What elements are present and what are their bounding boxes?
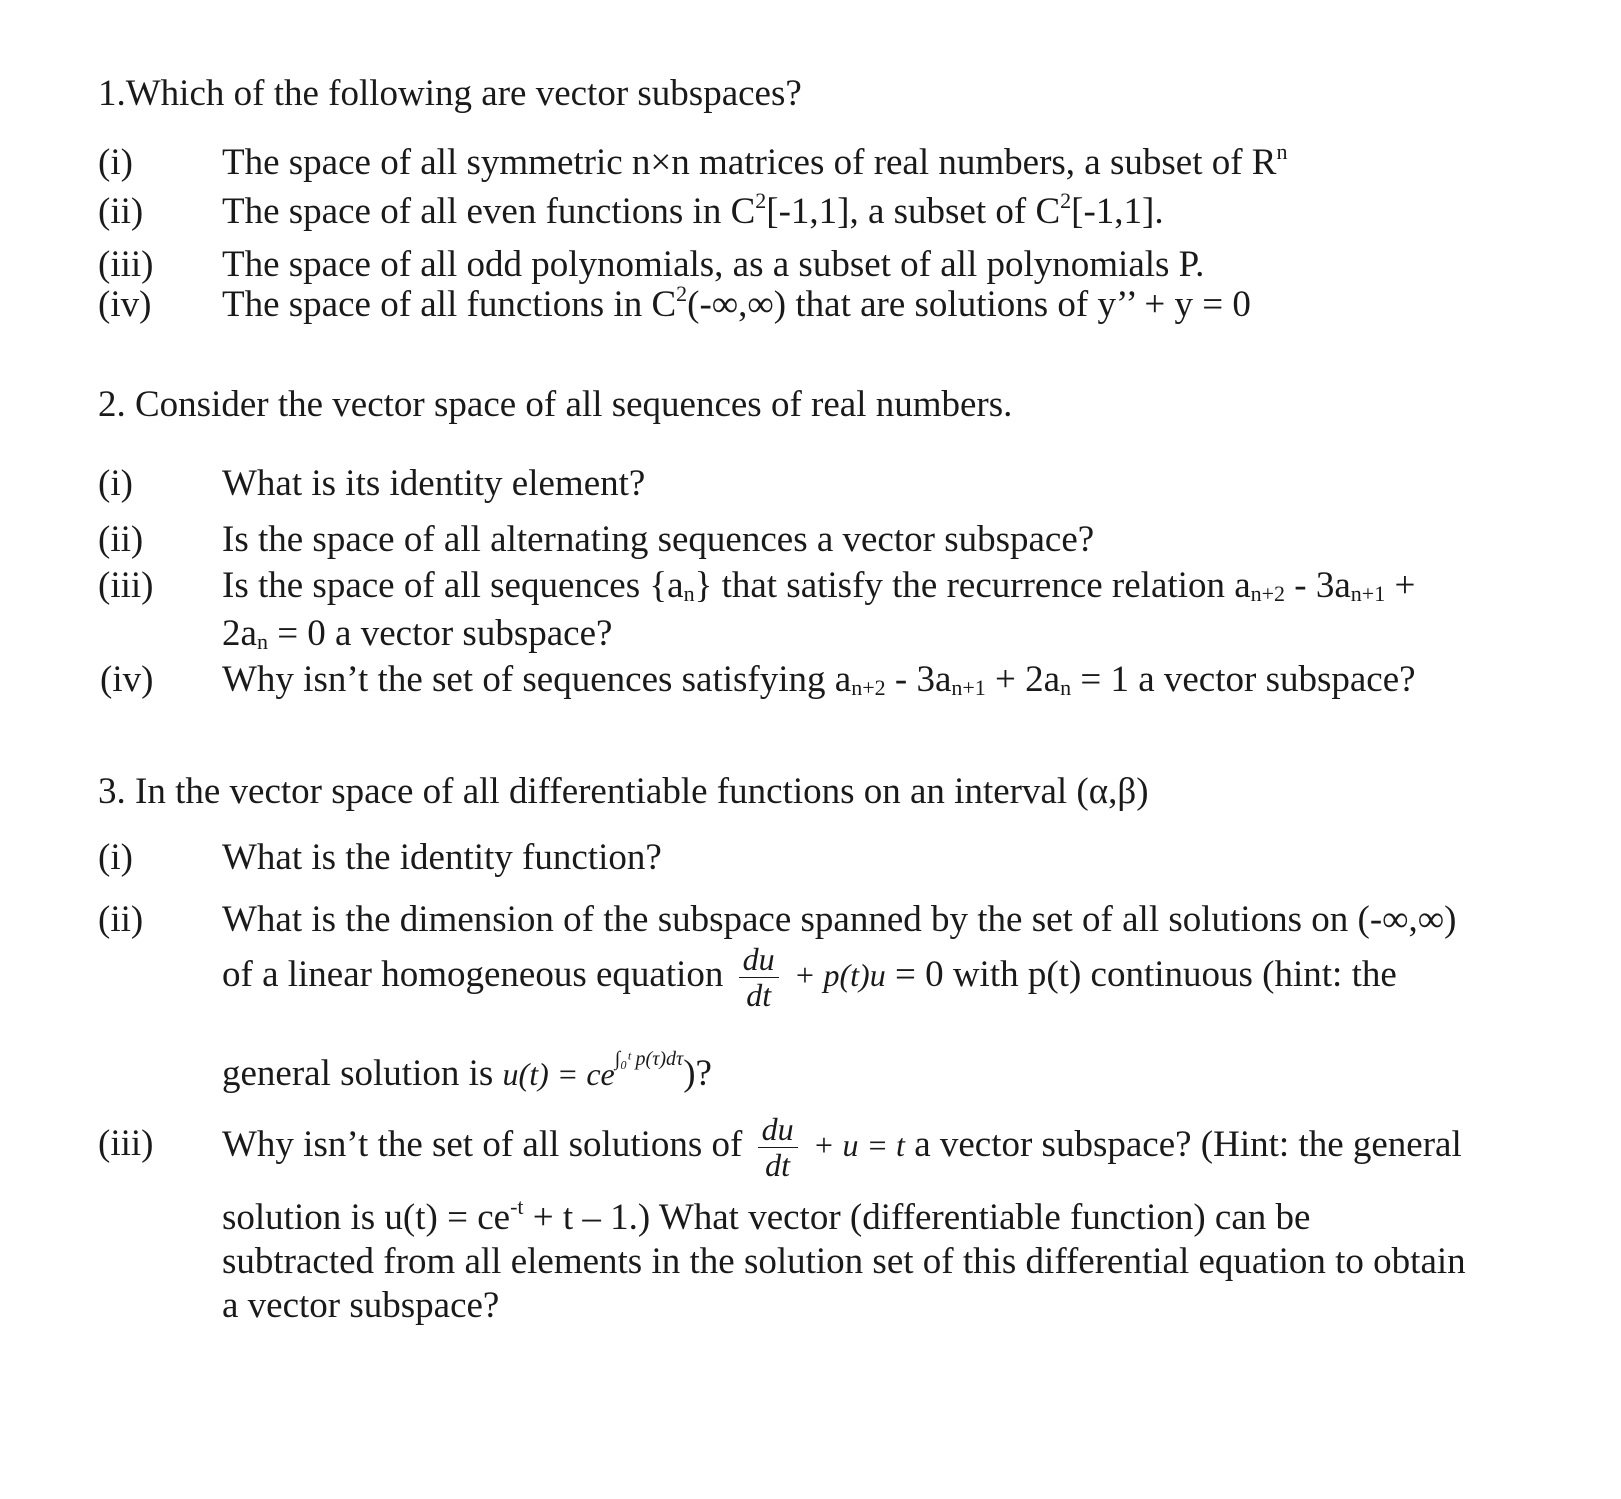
- q3-item-label: (ii): [98, 899, 144, 940]
- question-3-heading: 3. In the vector space of all differentiable functions on an interval (α,β): [98, 771, 1149, 812]
- q2-item-text-continued: $2a_n = 0$ a vector subspace?: [222, 613, 613, 654]
- q2-item-label: (i): [98, 463, 133, 504]
- q3-item-text-continued: general solution is $u(t) = ce^{\int_0ᵗ p(\tau)d\tau}$)?: [222, 1048, 712, 1094]
- q1-item-label: (i): [98, 142, 133, 183]
- q2-item-text: What is its identity element?: [222, 463, 646, 504]
- q2-item-label: (iii): [98, 565, 154, 606]
- q3-item-text-continued: solution is $u(t) = ce^{-t} + t - 1$.) What vector (differentiable function) can be: [222, 1194, 1311, 1238]
- q1-item-text: The space of all even functions in $C^2[-1,1]$, a subset of $C^2[-1,1]$.: [222, 188, 1164, 232]
- q1-item-text: The space of all odd polynomials, as a subset of all polynomials P.: [222, 244, 1205, 285]
- q2-item-label: (iv): [100, 659, 154, 700]
- q3-item-text-continued: of a linear homogeneous equation $\frac{du}{dt}$ + p(t)u = 0 with p(t) continuous (hint: the: [222, 941, 1397, 1014]
- q2-item-text: Why isn’t the set of sequences satisfying $a_{n+2} - 3a_{n+1} + 2a_n = 1$ a vector subspace?: [222, 659, 1416, 700]
- q2-item-label: (ii): [98, 519, 144, 560]
- fraction-du-dt: $\frac{du}{dt}$: [739, 942, 779, 1013]
- q3-item-label: (iii): [98, 1123, 154, 1164]
- q3-item-text-continued: subtracted from all elements in the solution set of this differential equation to obtain: [222, 1241, 1466, 1282]
- q3-item-text-continued: a vector subspace?: [222, 1285, 500, 1326]
- q1-item-label: (iv): [98, 284, 152, 325]
- q1-item-text: The space of all functions in $C^2(-\infty,\infty)$ that are solutions of y’’ + y = 0: [222, 281, 1251, 325]
- q2-item-text: Is the space of all sequences $\{a_n\}$ that satisfy the recurrence relation $a_{n+2} - 3a_{n+1}$ +: [222, 565, 1416, 606]
- question-1-heading: 1.Which of the following are vector subspaces?: [98, 73, 802, 114]
- fraction-du-dt: $\frac{du}{dt}$: [758, 1112, 798, 1183]
- q1-item-text: The space of all symmetric n×n matrices of real numbers, a subset of $R^n$: [222, 139, 1288, 183]
- q3-item-label: (i): [98, 837, 133, 878]
- q3-item-text: What is the dimension of the subspace spanned by the set of all solutions on (-∞,∞): [222, 899, 1457, 940]
- q1-item-label: (ii): [98, 191, 144, 232]
- q3-item-text: What is the identity function?: [222, 837, 662, 878]
- q1-item-label: (iii): [98, 244, 154, 285]
- q2-item-text: Is the space of all alternating sequences a vector subspace?: [222, 519, 1095, 560]
- q3-item-text: Why isn’t the set of all solutions of $\frac{du}{dt}$ + u = t a vector subspace? (Hint: the general: [222, 1111, 1462, 1184]
- question-2-heading: 2. Consider the vector space of all sequences of real numbers.: [98, 384, 1013, 425]
